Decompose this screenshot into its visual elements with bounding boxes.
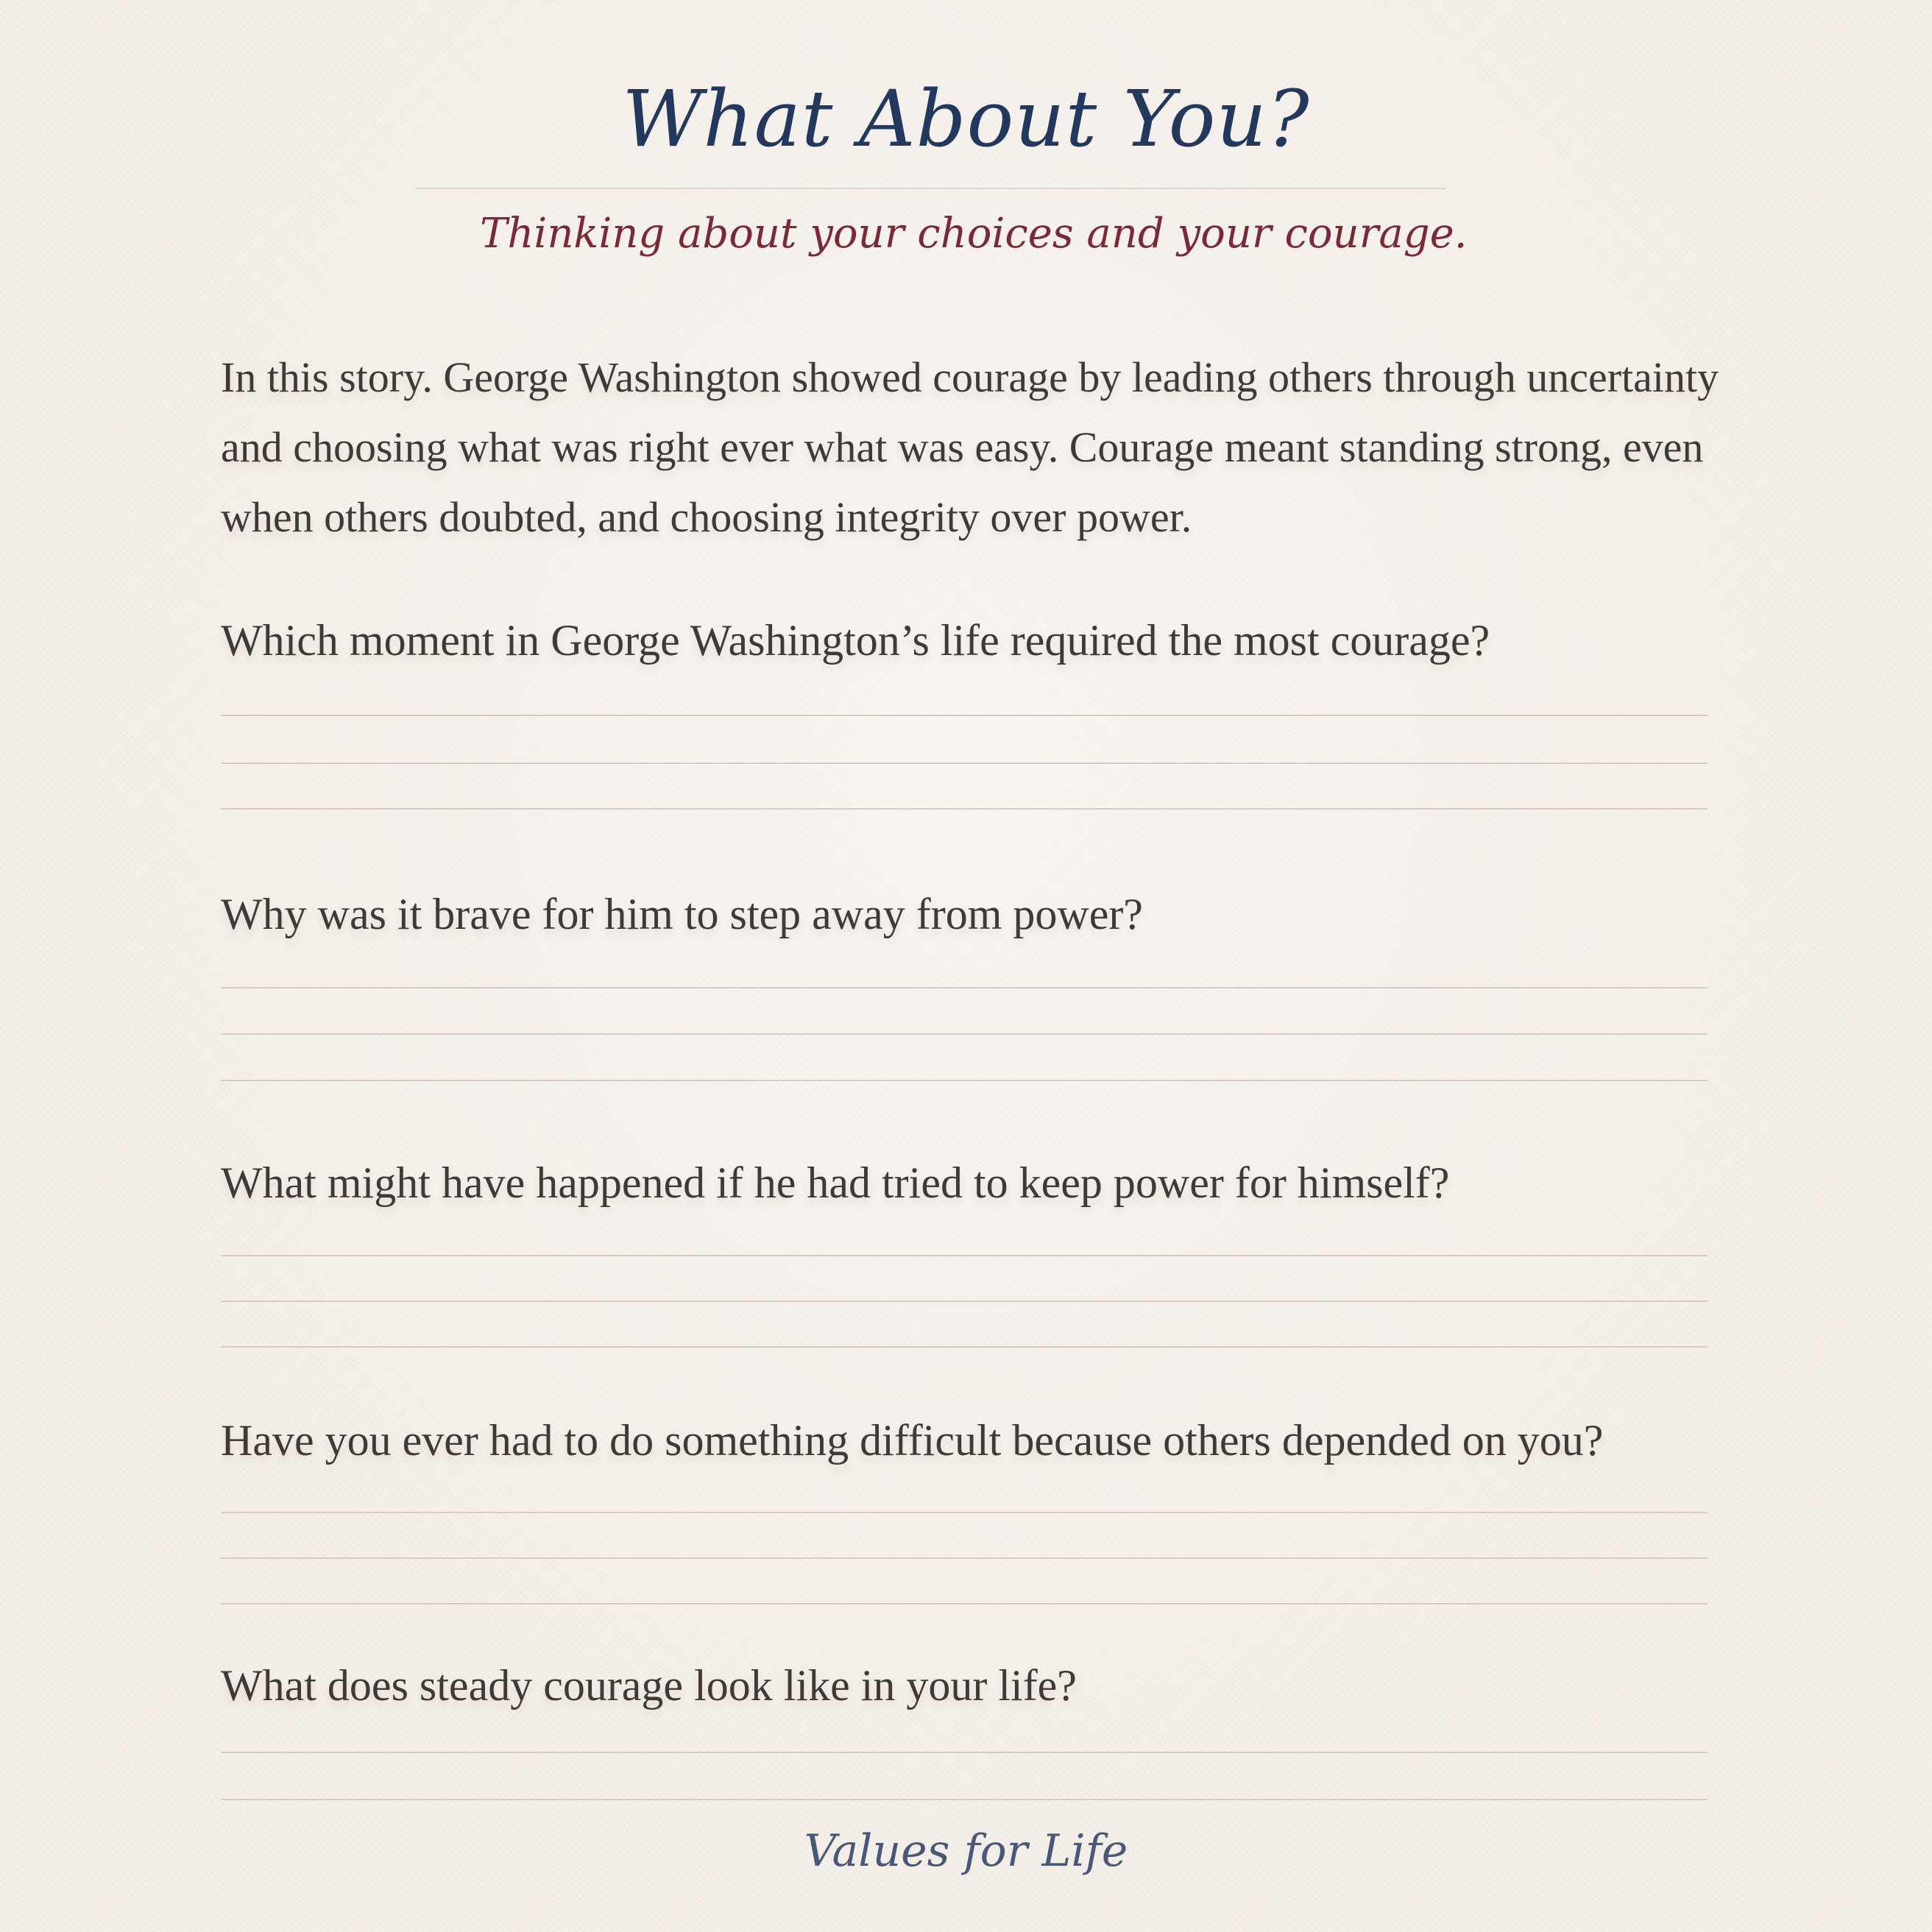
page-subtitle: Thinking about your choices and your courage.: [480, 210, 1468, 258]
answer-line-5-1[interactable]: [221, 1752, 1708, 1753]
question-4: Have you ever had to do something difficult because others depended on you?: [221, 1416, 1604, 1465]
answer-line-2-3[interactable]: [221, 1080, 1708, 1081]
question-2: Why was it brave for him to step away from power?: [221, 890, 1143, 938]
answer-line-4-1[interactable]: [221, 1512, 1708, 1513]
answer-line-2-1[interactable]: [221, 987, 1708, 988]
question-1: Which moment in George Washington’s life required the most courage?: [221, 616, 1490, 665]
answer-line-5-2[interactable]: [221, 1799, 1708, 1800]
answer-line-3-2[interactable]: [221, 1301, 1708, 1302]
answer-line-1-2[interactable]: [221, 762, 1708, 764]
footer-brand: Values for Life: [804, 1825, 1128, 1877]
answer-line-2-2[interactable]: [221, 1033, 1708, 1035]
answer-line-3-3[interactable]: [221, 1346, 1708, 1348]
answer-line-1-3[interactable]: [221, 808, 1708, 810]
question-3: What might have happened if he had tried to keep power for himself?: [221, 1158, 1450, 1207]
answer-line-1-1[interactable]: [221, 715, 1708, 716]
intro-paragraph: In this story. George Washington showed courage by leading others through uncertainty and choosing what was right ever what was easy. Courage meant standing strong, even when others doubted, and choosing integrity over power.: [221, 353, 1719, 541]
answer-line-3-1[interactable]: [221, 1255, 1708, 1256]
answer-line-4-2[interactable]: [221, 1557, 1708, 1559]
page-title: What About You?: [622, 74, 1310, 164]
question-5: What does steady courage look like in your life?: [221, 1661, 1077, 1710]
title-divider: [416, 188, 1446, 189]
answer-line-4-3[interactable]: [221, 1603, 1708, 1604]
